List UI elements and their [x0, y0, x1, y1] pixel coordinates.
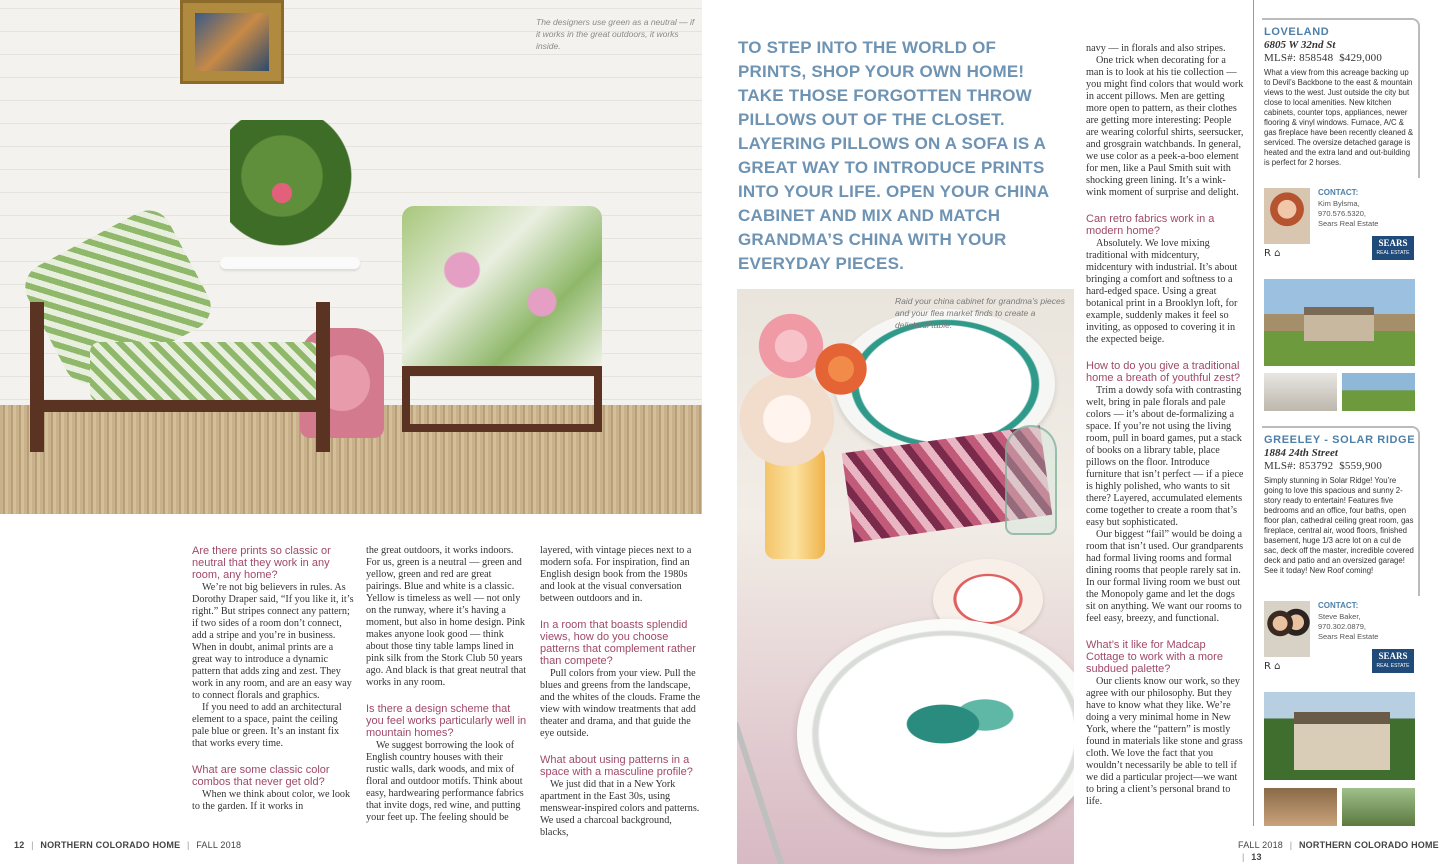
silver-fork	[737, 722, 788, 864]
listing-photo-main	[1264, 279, 1415, 366]
question-heading: What about using patterns in a space with a masculine profile?	[540, 754, 693, 778]
question-heading: How to do you give a traditional home a breath of youthful zest?	[1086, 360, 1241, 384]
contact-info	[1318, 612, 1378, 642]
listing-description: What a view from this acreage backing up to Devil’s Backbone to the east & mountain views to the west. Just outside the city but close to local amenities. New kitchen cabinets, counter tops, appliances, newer flooring & vinyl windows. Furnace, A/C & gas fireplace have been recently cleaned & serviced. The oversize detached garage is heated and the extra land and out-building is perfect for 2 horses.	[1264, 68, 1414, 167]
question-heading: What’s it like for Madcap Cottage to work with a more subdued palette?	[1086, 639, 1223, 675]
realtor-equal-housing-icon: R ⌂	[1264, 248, 1281, 259]
listing-city: GREELEY - SOLAR RIDGE	[1264, 434, 1416, 446]
listing-loveland	[1262, 18, 1420, 178]
listing-description: Simply stunning in Solar Ridge! You’re going to love this spacious and sunny 2-story ready to entertain! Features five bedrooms and an office, four baths, open floor plan, cathedral ceiling great room, gas fireplace, central air, wood floors, finished basement, huge 1/3 acre lot on a cul de sac, deck off the master, incredible covered deck and patio and an oversized garage! See it today! New Roof coming!	[1264, 476, 1414, 575]
agent-phone: 970.576.5320,	[1318, 209, 1366, 218]
listing-price: $429,000	[1339, 52, 1383, 64]
framed-painting	[180, 0, 284, 84]
body-paragraph: Trim a dowdy sofa with contrasting welt, bring in pale florals and pale colors — it’s about de-formalizing a space. If you’re not using the living room, pull in board games, put a stack of books on a library table, place pillows on the floor. Introduce furniture that isn’t perfect — if a piece is highly polished, who wants to sit there? Layered, accumulated elements come together to create a room that’s easy but sophisticated.	[1086, 385, 1244, 528]
contact-label: CONTACT:	[1318, 188, 1359, 197]
agent-name: Kim Bylsma,	[1318, 199, 1360, 208]
listing-price: $559,900	[1339, 460, 1383, 472]
question-heading: Is there a design scheme that you feel works particularly well in mountain homes?	[366, 703, 527, 739]
agent-company: Sears Real Estate	[1318, 632, 1379, 641]
agent-company: Sears Real Estate	[1318, 219, 1379, 228]
mls-number: MLS#: 858548	[1264, 52, 1334, 64]
issue-date: FALL 2018	[1238, 840, 1284, 850]
body-paragraph: We’re not big believers in rules. As Dorothy Draper said, “If you like it, it’s right.” But stripes connect any pattern; if two sides of a room don’t connect, add a stripe and you’re in business. When in doubt, animal prints are a great way to introduce a dynamic pattern that adds zing and zest. They work in any room, and are an easy way to connect florals and graphics.	[192, 582, 354, 701]
listing-address: 1884 24th Street	[1264, 447, 1338, 459]
body-paragraph: We suggest borrowing the look of English country houses with their rustic walls, dark woods, and mix of floral and outdoor motifs. Think about easy, hardwearing performance fabrics that invite dogs, red wine, and putting your feet up. The feeling should be	[366, 740, 524, 823]
page-number: 13	[1251, 852, 1262, 862]
agent-name: Steve Baker,	[1318, 612, 1361, 621]
listing-city: LOVELAND	[1264, 26, 1330, 38]
article-column-1	[192, 545, 354, 813]
contact-label: CONTACT:	[1318, 601, 1359, 610]
contact-info	[1318, 199, 1378, 229]
mls-number: MLS#: 853792	[1264, 460, 1334, 472]
body-paragraph: navy — in florals and also stripes.	[1086, 43, 1226, 54]
peacock-motif	[887, 679, 1027, 769]
listing-photo-thumb	[1342, 373, 1415, 411]
photo-caption: The designers use green as a neutral — if it works in the great outdoors, it works inside.	[536, 17, 695, 51]
listing-mls	[1264, 460, 1418, 473]
article-column-4	[1086, 43, 1244, 808]
folio-right: FALL 2018 | NORTHERN COLORADO HOME | 13	[1238, 840, 1439, 862]
photo-caption: Raid your china cabinet for grandma’s pieces and your flea market finds to create a delightful table.	[895, 296, 1065, 330]
realtor-equal-housing-icon: R ⌂	[1264, 661, 1281, 672]
listing-address: 6805 W 32nd St	[1264, 39, 1336, 51]
page-number: 12	[14, 840, 25, 850]
avatar	[1264, 601, 1310, 657]
body-paragraph: Pull colors from your view. Pull the blues and greens from the landscape, and the whites of the clouds. Frame the view with window treatments that add theater and drama, and that guide the eye outside.	[540, 668, 701, 739]
body-paragraph: We just did that in a New York apartment in the East 30s, using menswear-inspired colors and patterns. We used a charcoal background, blacks,	[540, 779, 700, 838]
body-paragraph: layered, with vintage pieces next to a modern sofa. For inspiration, find an English design book from the 1980s and look at the visual conversation between outdoors and in.	[540, 545, 692, 604]
question-heading: Are there prints so classic or neutral that they work in any room, any home?	[192, 545, 331, 581]
listing-greeley	[1262, 426, 1420, 596]
table-setting-photo	[737, 289, 1074, 864]
listing-mls	[1264, 52, 1418, 65]
pull-quote: TO STEP INTO THE WORLD OF PRINTS, SHOP YOUR OWN HOME! TAKE THOSE FORGOTTEN THROW PILLOWS OUT OF THE CLOSET. LAYERING PILLOWS ON A SOFA IS A GREAT WAY TO INTRODUCE PRINTS INTO YOUR LIFE. OPEN YOUR CHINA CABINET AND MIX AND MATCH GRANDMA’S CHINA WITH YOUR EVERYDAY PIECES.	[738, 38, 1049, 273]
listing-photo-thumb	[1264, 373, 1337, 411]
sears-logo: SEARS REAL ESTATE	[1372, 649, 1414, 673]
agent-contact-1	[1264, 188, 1414, 260]
article-column-2	[366, 545, 528, 824]
body-paragraph: If you need to add an architectural element to a space, paint the ceiling pale blue or green. It’s an instant fix that works every time.	[192, 702, 342, 749]
body-paragraph: Our clients know our work, so they agree with our philosophy. But they have to know what they like. We’re doing a very minimal home in New York, where the “pattern” is mostly found in materials like stone and grass cloth. We love the fact that you wouldn’t necessarily be able to tell if we did a particular project—we want to bring a client’s personal brand to life.	[1086, 676, 1243, 807]
question-heading: Can retro fabrics work in a modern home?	[1086, 213, 1215, 237]
geranium-flowers	[262, 178, 302, 208]
agent-phone: 970.302.0879,	[1318, 622, 1366, 631]
floral-armchair	[402, 206, 602, 436]
issue-date: FALL 2018	[196, 840, 242, 850]
orange-rose	[811, 339, 871, 399]
body-paragraph: Absolutely. We love mixing traditional with midcentury, midcentury with industrial. It’s about bringing a comfort and softness to a hard-edged space. Using a great botanical print in a Brooklyn loft, for example, suddenly makes it feel so inviting, as opposed to covering it in the expected beige.	[1086, 238, 1238, 345]
folio-left: 12 | NORTHERN COLORADO HOME | FALL 2018	[14, 840, 242, 850]
article-column-3	[540, 545, 702, 839]
body-paragraph: Our biggest “fail” would be doing a room that isn’t used. Our grandparents had formal living rooms and formal dining rooms that people rarely sat in. In our formal living room we bust out the Monopoly game and let the dogs sit on anything. We want our rooms to feel easy, breezy, and functional.	[1086, 529, 1244, 624]
listing-photo-main	[1264, 692, 1415, 780]
publication-name: NORTHERN COLORADO HOME	[40, 840, 181, 850]
agent-contact-2	[1264, 601, 1414, 673]
living-room-photo	[0, 0, 702, 514]
avatar	[1264, 188, 1310, 244]
listing-photo-thumb	[1342, 788, 1415, 826]
listing-photo-thumb	[1264, 788, 1337, 826]
body-paragraph: the great outdoors, it works indoors. For us, green is a neutral — green and yellow, green and red are great pairings. Blue and white is a classic. Yellow is timeless as well — not only on the runway, where it’s having a moment, but also in home design. Pink makes anyone look good — think about those tiny table lamps lined in pink silk from the Stork Club 50 years ago. And black is that great neutral that works in any room.	[366, 545, 527, 688]
question-heading: What are some classic color combos that never get old?	[192, 764, 330, 788]
publication-name: NORTHERN COLORADO HOME	[1298, 840, 1439, 850]
green-lattice-chair	[20, 232, 340, 452]
question-heading: In a room that boasts splendid views, how do you choose patterns that complement rather than compete?	[540, 619, 696, 667]
body-paragraph: One trick when decorating for a man is to look at his tie collection — you might find colors that would work in accent pillows. Men are getting more open to pattern, as their clothes are getting more interesting: People are wearing colorful shirts, seersucker, and grosgrain watchbands. In general, we use color as a peek-a-boo element for men, like a Paul Smith suit with shocking green lining. It’s a wink-wink moment of surprise and delight.	[1086, 55, 1244, 198]
body-paragraph: When we think about color, we look to the garden. If it works in	[192, 789, 351, 812]
sidebar-divider	[1253, 0, 1254, 826]
green-glass	[1005, 425, 1057, 535]
sears-logo: SEARS REAL ESTATE	[1372, 236, 1414, 260]
